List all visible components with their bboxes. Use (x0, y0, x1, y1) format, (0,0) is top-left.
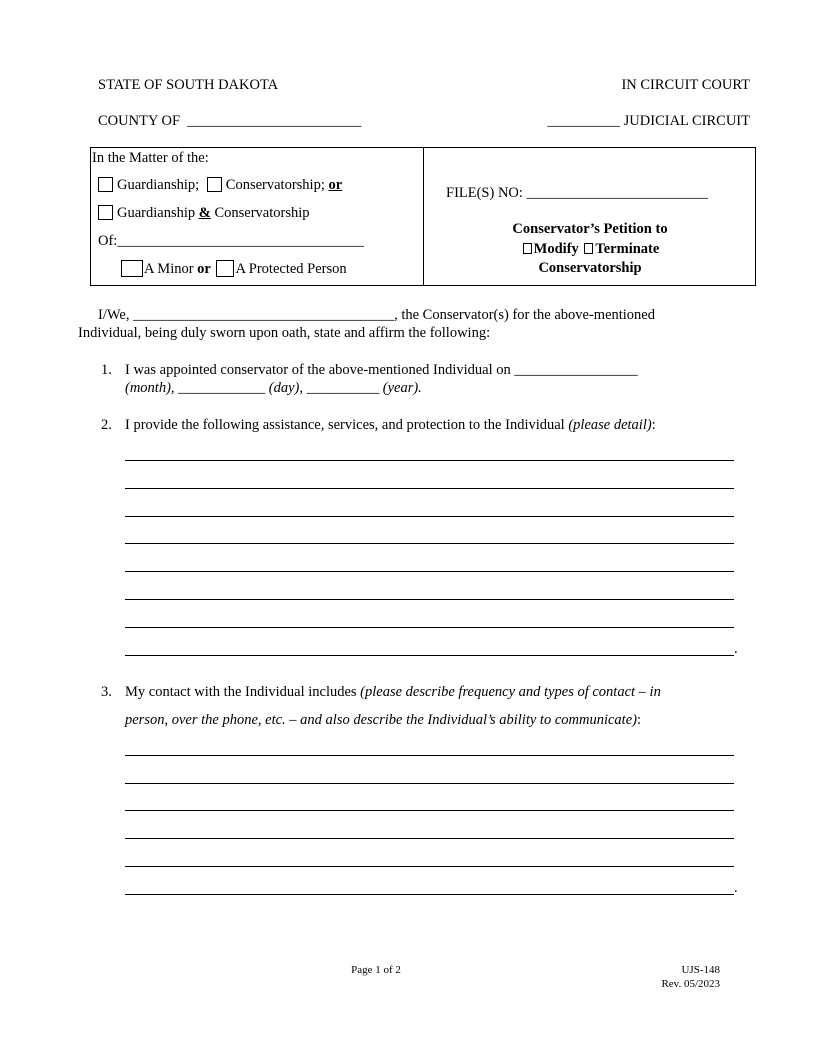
file-no-input[interactable]: _________________________ (526, 185, 708, 201)
item-2-number: 2. (101, 417, 112, 433)
assistance-answer-line[interactable] (125, 627, 734, 628)
conservatorship2-label: Conservatorship (214, 205, 310, 221)
assistance-answer-line[interactable] (125, 543, 734, 544)
minor-label: A Minor (144, 261, 194, 277)
item-3-colon: : (636, 712, 641, 728)
terminate-checkbox[interactable] (584, 243, 593, 254)
appointment-month-input[interactable]: _________________ (514, 362, 638, 378)
item-1-text: I was appointed conservator of the above-mentioned Individual on (125, 362, 511, 378)
person-type-row (121, 260, 347, 278)
protected-person-checkbox[interactable] (216, 260, 234, 277)
petition-title-line-2 (424, 241, 756, 258)
item-1-line-2 (125, 380, 422, 397)
assistance-answer-line[interactable] (125, 488, 734, 489)
assistance-answer-line[interactable] (125, 571, 734, 572)
modify-checkbox[interactable] (523, 243, 532, 254)
item-1-line-1 (125, 362, 638, 379)
item-2-colon: : (651, 417, 656, 433)
contact-answer-line[interactable] (125, 783, 734, 784)
or2-label: or (197, 261, 211, 277)
ampersand: & (198, 205, 211, 221)
appointment-year-input[interactable]: __________ (306, 380, 380, 396)
item-3-line-2 (125, 712, 641, 729)
form-number: UJS-148 (681, 964, 720, 976)
file-no-label: FILE(S) NO: (446, 185, 523, 201)
conservator-name-input[interactable]: ____________________________________ (133, 307, 395, 323)
assistance-answer-line[interactable] (125, 516, 734, 517)
contact-answer-line[interactable] (125, 755, 734, 756)
item-3-text: My contact with the Individual includes (125, 684, 357, 700)
circuit-line (548, 113, 750, 130)
file-no-line (446, 185, 708, 202)
intro-line-2: Individual, being duly sworn upon oath, state and affirm the following: (78, 325, 491, 341)
assistance-answer-line[interactable] (125, 655, 734, 656)
terminate-label: Terminate (595, 241, 660, 257)
of-label: Of: (98, 233, 118, 249)
month-label: (month), (125, 380, 175, 396)
court-name: IN CIRCUIT COURT (621, 77, 750, 93)
item-3-end-period: . (734, 880, 738, 896)
item-3-line-1 (125, 684, 661, 701)
assistance-answer-line[interactable] (125, 460, 734, 461)
county-label: COUNTY OF (98, 113, 181, 129)
modify-label: Modify (533, 241, 579, 257)
item-2-note: (please detail) (568, 417, 652, 433)
or-label: or (328, 177, 343, 193)
case-type-row-2 (98, 205, 310, 222)
intro-rest: , the Conservator(s) for the above-mentioned (394, 307, 655, 323)
guardianship2-label: Guardianship (117, 205, 196, 221)
year-label: (year). (382, 380, 422, 396)
circuit-input[interactable]: __________ (547, 113, 621, 129)
item-2-end-period: . (734, 641, 738, 657)
state-name: STATE OF SOUTH DAKOTA (98, 77, 279, 93)
contact-answer-line[interactable] (125, 838, 734, 839)
of-input[interactable]: __________________________________ (117, 233, 364, 249)
conservatorship-checkbox[interactable] (207, 177, 222, 192)
county-input[interactable]: ________________________ (187, 113, 362, 129)
guardianship-conservatorship-checkbox[interactable] (98, 205, 113, 220)
minor-checkbox[interactable] (121, 260, 143, 277)
item-2-text-line (125, 417, 656, 434)
intro-line-1 (98, 307, 655, 324)
case-type-row-1 (98, 177, 342, 194)
matter-label: In the Matter of the: (92, 150, 209, 166)
petition-title-line-3: Conservatorship (538, 260, 642, 276)
appointment-day-input[interactable]: ____________ (178, 380, 266, 396)
page-number: Page 1 of 2 (351, 964, 401, 976)
item-3-note-1: (please describe frequency and types of contact – in (360, 684, 661, 700)
petition-title-line-1: Conservator’s Petition to (512, 221, 668, 237)
item-1-number: 1. (101, 362, 112, 378)
day-label: (day), (268, 380, 304, 396)
guardianship-label: Guardianship; (117, 177, 200, 193)
item-3-number: 3. (101, 684, 112, 700)
contact-answer-line[interactable] (125, 810, 734, 811)
protected-person-label: A Protected Person (235, 261, 347, 277)
conservatorship-label: Conservatorship; (225, 177, 325, 193)
county-line (98, 113, 361, 130)
circuit-label: JUDICIAL CIRCUIT (623, 113, 750, 129)
contact-answer-line[interactable] (125, 894, 734, 895)
revision-date: Rev. 05/2023 (661, 978, 720, 990)
guardianship-checkbox[interactable] (98, 177, 113, 192)
item-3-note-2: person, over the phone, etc. – and also describe the Individual’s ability to communicate) (125, 712, 637, 728)
assistance-answer-line[interactable] (125, 599, 734, 600)
item-2-text: I provide the following assistance, services, and protection to the Individual (125, 417, 565, 433)
intro-iwe: I/We, (98, 307, 130, 323)
contact-answer-line[interactable] (125, 866, 734, 867)
of-line (98, 233, 364, 250)
